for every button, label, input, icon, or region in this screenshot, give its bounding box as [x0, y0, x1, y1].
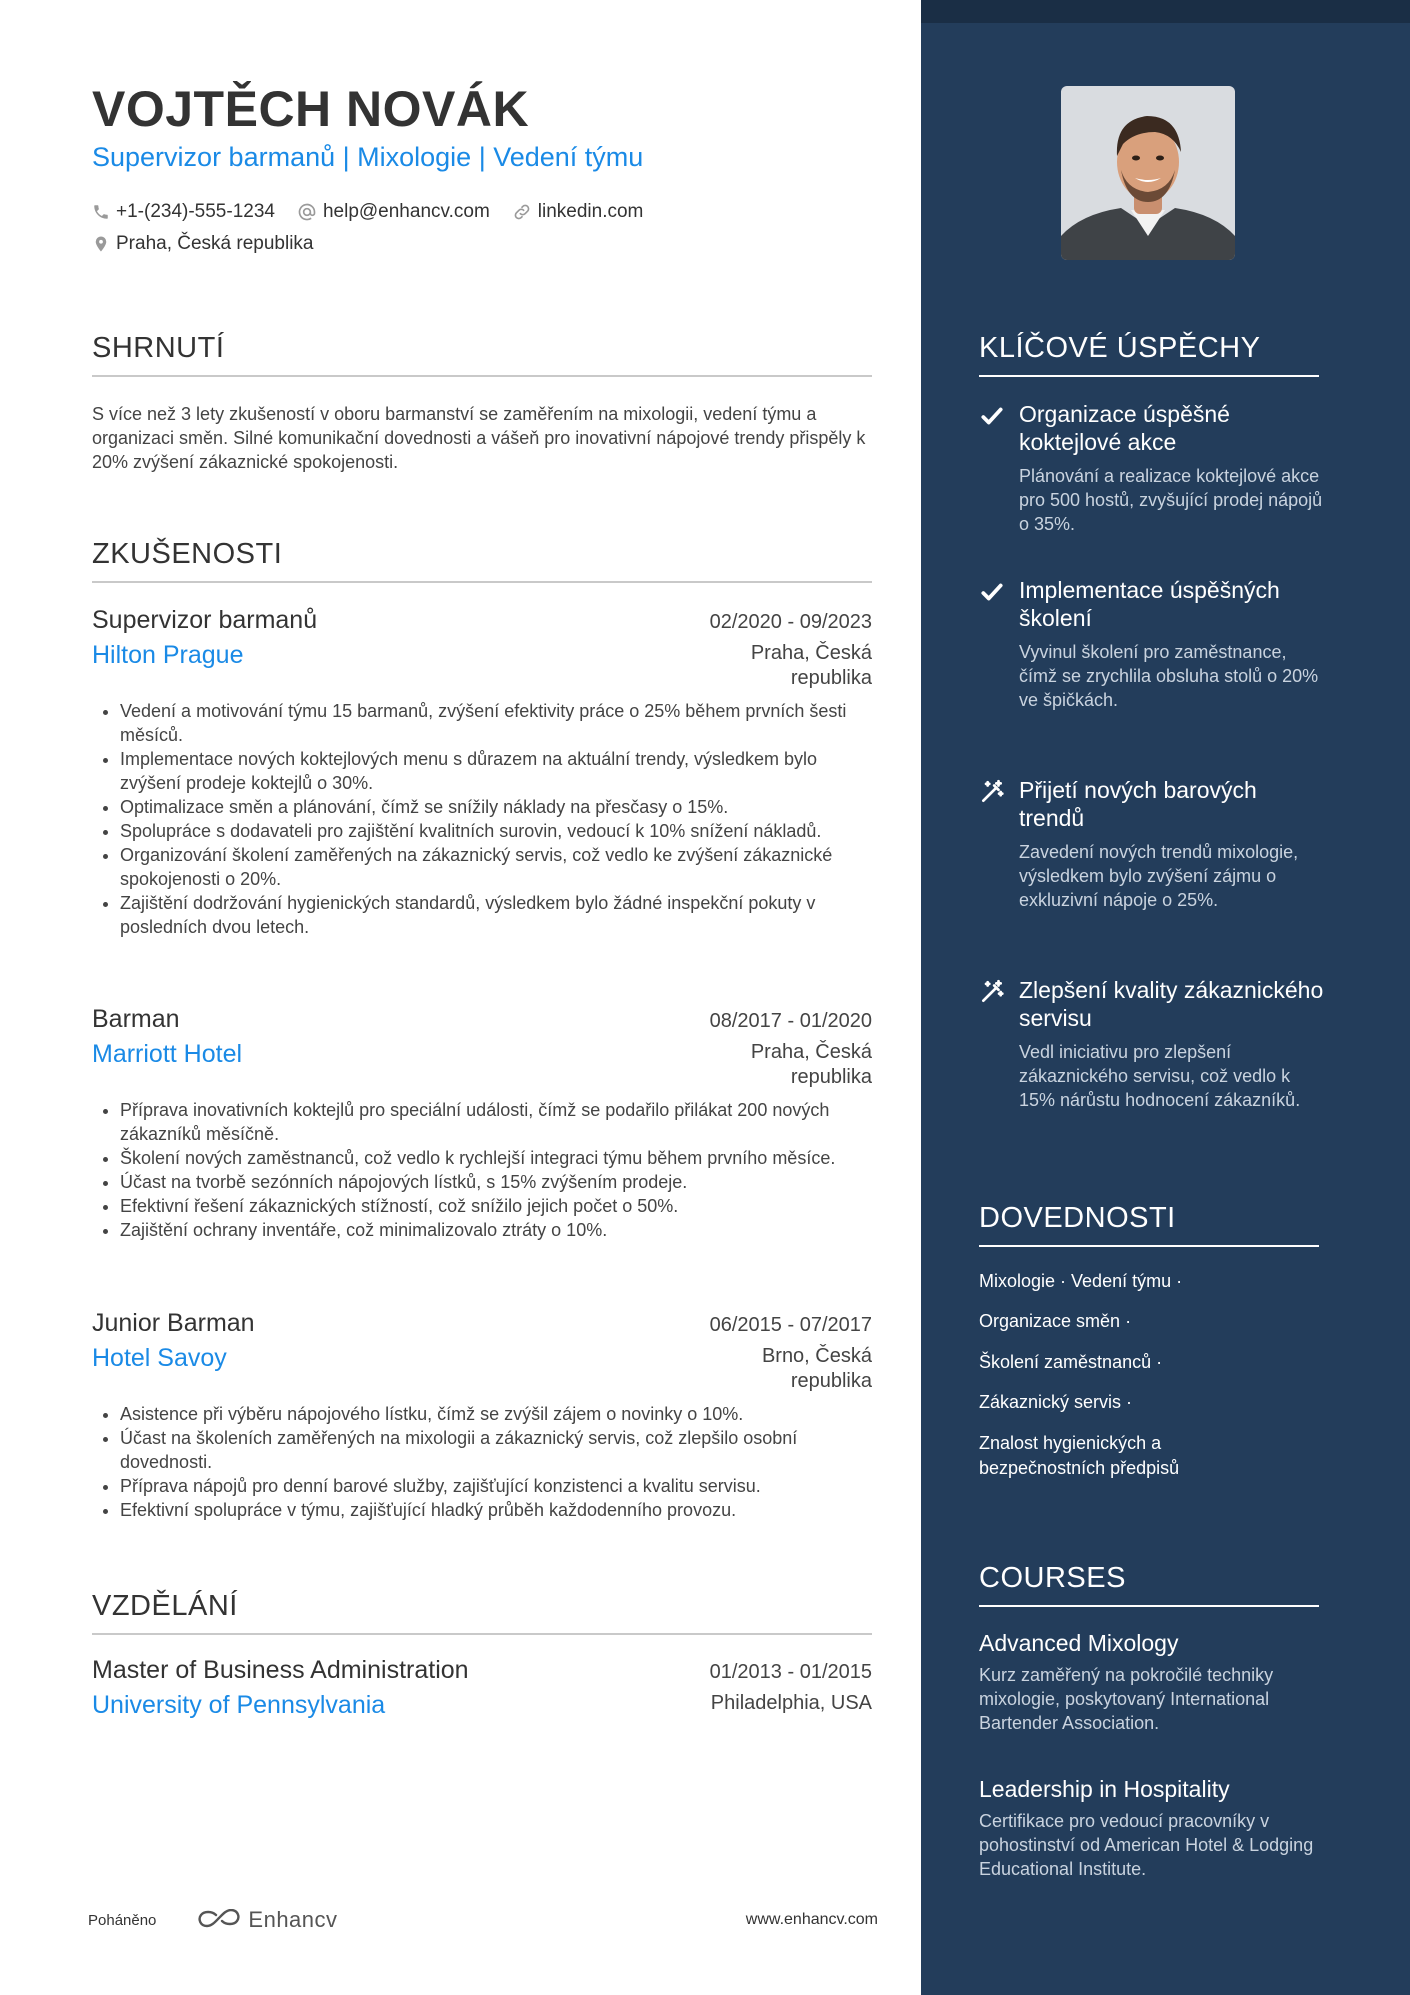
- magic-wand-icon: [979, 779, 1005, 805]
- achievement-title: Organizace úspěšné koktejlové akce: [1019, 401, 1230, 455]
- profile-photo-illustration: [1061, 86, 1235, 260]
- headline: Supervizor barmanů | Mixologie | Vedení týmu: [92, 142, 644, 172]
- magic-wand-icon: [979, 979, 1005, 1005]
- contact-info: [92, 196, 882, 260]
- job-title: Barman: [92, 1005, 180, 1033]
- achievement-description: Vyvinul školení pro zaměstnance, čímž se zrychlila obsluha stolů o 20% ve špičkách.: [1019, 642, 1319, 710]
- bullet-item: • Účast na školeních zaměřených na mixologii a zákaznický servis, což zlepšilo osobní dovednosti.: [120, 1426, 872, 1474]
- skill-row: Školení zaměstnanců ·: [979, 1352, 1163, 1372]
- achievement-item: [979, 776, 1324, 912]
- job-title: Supervizor barmanů: [92, 606, 318, 634]
- enhancv-logo-icon: [196, 1909, 242, 1931]
- job-entry: [92, 1005, 872, 1242]
- experience-heading: ZKUŠENOSTI: [92, 538, 872, 583]
- bullet-item: • Školení nových zaměstnanců, což vedlo k rychlejší integraci týmu během prvního měsíce.: [120, 1146, 872, 1170]
- job-bullets: [92, 1098, 872, 1242]
- linkedin-contact[interactable]: [512, 201, 644, 223]
- enhancv-logo[interactable]: [196, 1907, 337, 1933]
- summary-text: S více než 3 lety zkušeností v oboru barmanství se zaměřením na mixologii, vedení týmu a organizaci směn. Silné komunikační dovednosti a vášeň pro inovativní nápojové trendy přispěly k 20% zvýšení zákaznické spokojenosti.: [92, 404, 866, 472]
- bullet-item: • Efektivní řešení zákaznických stížností, což snížilo jejich počet o 50%.: [120, 1194, 872, 1218]
- bullet-item: • Příprava nápojů pro denní barové služby, zajišťující konzistenci a kvalitu servisu.: [120, 1474, 872, 1498]
- job-entry: [92, 606, 872, 939]
- course-title: Advanced Mixology: [979, 1630, 1179, 1656]
- footer-url[interactable]: www.enhancv.com: [745, 1911, 878, 1928]
- bullet-item: • Implementace nových koktejlových menu s důrazem na aktuální trendy, výsledkem bylo zvýšení prodeje koktejlů o 30%.: [120, 747, 872, 795]
- achievement-title: Zlepšení kvality zákaznického servisu: [1019, 977, 1324, 1031]
- location-contact: [92, 233, 314, 255]
- course-description: Certifikace pro vedoucí pracovníky v pohostinství od American Hotel & Lodging Educational Institute.: [979, 1811, 1314, 1879]
- job-dates: 02/2020 - 09/2023: [709, 611, 872, 633]
- email-text: help@enhancv.com: [322, 201, 490, 222]
- company-name[interactable]: Marriott Hotel: [92, 1040, 243, 1068]
- job-dates: 06/2015 - 07/2017: [709, 1314, 872, 1336]
- linkedin-text: linkedin.com: [537, 201, 644, 222]
- school-name[interactable]: University of Pennsylvania: [92, 1691, 386, 1719]
- achievement-item: [979, 576, 1324, 712]
- education-dates: 01/2013 - 01/2015: [709, 1661, 872, 1683]
- course-item: [979, 1630, 1324, 1735]
- bullet-item: • Účast na tvorbě sezónních nápojových lístků, s 15% zvýšením prodeje.: [120, 1170, 872, 1194]
- link-icon: [512, 202, 532, 222]
- profile-photo: [1061, 86, 1235, 260]
- bullet-item: • Organizování školení zaměřených na zákaznický servis, což vedlo ke zvýšení zákaznické spokojenosti o 20%.: [120, 843, 872, 891]
- education-location: Philadelphia, USA: [710, 1692, 872, 1714]
- skill-row: Znalost hygienických a bezpečnostních předpisů: [979, 1433, 1180, 1478]
- achievement-item: [979, 976, 1324, 1112]
- footer: [88, 1900, 878, 1940]
- email-contact[interactable]: [297, 201, 490, 223]
- course-title: Leadership in Hospitality: [979, 1776, 1230, 1802]
- skill-row: Zákaznický servis ·: [979, 1392, 1133, 1412]
- job-location: Brno, Česká republika: [761, 1345, 872, 1392]
- bullet-item: • Spolupráce s dodavateli pro zajištění kvalitních surovin, vedoucí k 10% snížení nákladů.: [120, 819, 872, 843]
- bullet-item: • Zajištění ochrany inventáře, což minimalizovalo ztráty o 10%.: [120, 1218, 872, 1242]
- bullet-item: • Příprava inovativních koktejlů pro speciální události, čímž se podařilo přilákat 200 nových zákazníků měsíčně.: [120, 1098, 872, 1146]
- skill-row: Mixologie · Vedení týmu ·: [979, 1271, 1183, 1291]
- at-icon: [297, 202, 317, 222]
- skills-heading: DOVEDNOSTI: [979, 1202, 1319, 1247]
- skill-row: Organizace směn ·: [979, 1311, 1132, 1331]
- phone-text: +1-(234)-555-1234: [116, 201, 275, 222]
- bullet-item: • Vedení a motivování týmu 15 barmanů, zvýšení efektivity práce o 25% během prvních šesti měsíců.: [120, 699, 872, 747]
- check-icon: [979, 579, 1005, 605]
- education-entry: [92, 1656, 872, 1720]
- course-item: [979, 1776, 1324, 1881]
- achievement-item: [979, 400, 1324, 536]
- course-description: Kurz zaměřený na pokročilé techniky mixologie, poskytovaný International Bartender Association.: [979, 1665, 1274, 1733]
- job-bullets: [92, 1402, 872, 1522]
- location-text: Praha, Česká republika: [116, 233, 314, 254]
- achievement-title: Přijetí nových barových trendů: [1019, 777, 1257, 831]
- job-location: Praha, Česká republika: [750, 642, 872, 689]
- courses-heading: COURSES: [979, 1562, 1319, 1607]
- job-title: Junior Barman: [92, 1309, 255, 1337]
- candidate-name: VOJTĚCH NOVÁK: [92, 81, 530, 137]
- company-name[interactable]: Hilton Prague: [92, 641, 244, 669]
- job-dates: 08/2017 - 01/2020: [709, 1010, 872, 1032]
- achievement-description: Plánování a realizace koktejlové akce pro 500 hostů, zvyšující prodej nápojů o 35%.: [1019, 466, 1323, 534]
- achievements-heading: KLÍČOVÉ ÚSPĚCHY: [979, 332, 1319, 377]
- job-bullets: [92, 699, 872, 939]
- achievement-title: Implementace úspěšných školení: [1019, 577, 1280, 631]
- job-location: Praha, Česká republika: [750, 1041, 872, 1088]
- company-name[interactable]: Hotel Savoy: [92, 1344, 227, 1372]
- phone-contact[interactable]: [92, 201, 275, 223]
- achievement-description: Vedl iniciativu pro zlepšení zákaznického servisu, což vedlo k 15% nárůstu hodnocení zákazníků.: [1019, 1042, 1301, 1110]
- bullet-item: • Efektivní spolupráce v týmu, zajišťující hladký průběh každodenního provozu.: [120, 1498, 872, 1522]
- check-icon: [979, 403, 1005, 429]
- bullet-item: • Optimalizace směn a plánování, čímž se snížily náklady na přesčasy o 15%.: [120, 795, 872, 819]
- sidebar-top-bar: [921, 0, 1410, 23]
- phone-icon: [92, 203, 110, 221]
- achievement-description: Zavedení nových trendů mixologie, výsledkem bylo zvýšení zájmu o exkluzivní nápoje o 25%.: [1019, 842, 1299, 910]
- location-pin-icon: [92, 234, 110, 254]
- bullet-item: • Zajištění dodržování hygienických standardů, výsledkem bylo žádné inspekční pokuty v posledních dvou letech.: [120, 891, 872, 939]
- job-entry: [92, 1309, 872, 1522]
- degree-title: Master of Business Administration: [92, 1656, 469, 1684]
- enhancv-brand: Enhancv: [248, 1907, 338, 1932]
- summary-heading: SHRNUTÍ: [92, 332, 872, 377]
- powered-by-label: Poháněno: [88, 1911, 157, 1929]
- education-heading: VZDĚLÁNÍ: [92, 1590, 872, 1635]
- bullet-item: • Asistence při výběru nápojového lístku, čímž se zvýšil zájem o novinky o 10%.: [120, 1402, 872, 1426]
- sidebar: [921, 0, 1410, 1995]
